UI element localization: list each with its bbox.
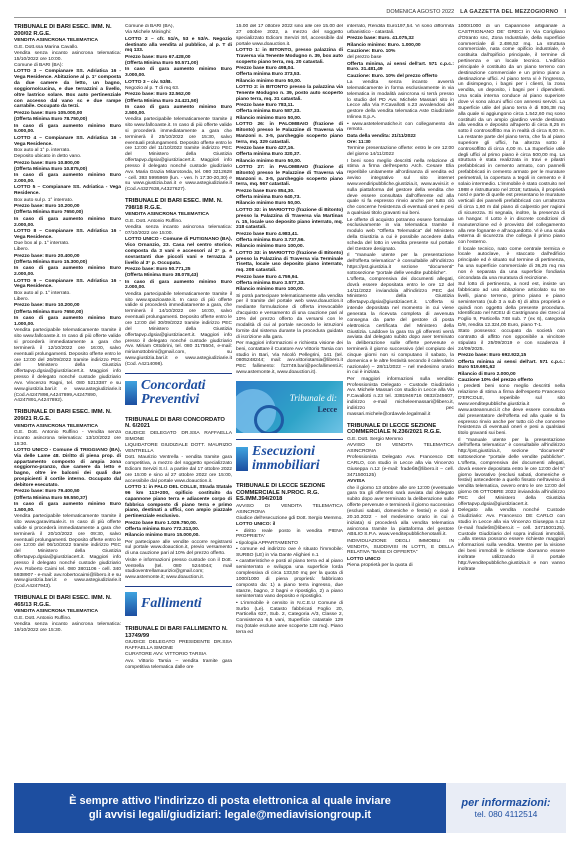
notice-paragraph: Via Michele Mininghi:	[125, 30, 172, 36]
notice-paragraph: Rilancio minimo Euro 100,00.	[236, 287, 304, 293]
notice-title: TRIBUNALE DI BARI ESEC. IMM. N. 209/21 R.G.E.	[14, 409, 112, 422]
notice-paragraph: G.E. Dott. Sergio Memmo	[347, 436, 403, 442]
notice-paragraph: 1000/1000 di un Capannone artigianale a CASTRIGNANO DE' GRECI in Via Corigliano d'Otranto snc, Zona Industriale, della superficie commerciale di 2.486,52 mq. La struttura commerciale, nata come opificio industriale, è costituita dall'opificio principale, il termine di pertinenza e un locale tecnico. L'edificio principale è costituito da un piano terreno con destinazione commerciale e un primo piano a destinazione uffici. Al piano terra vi è l'ingresso, un disimpegno, i bagni per i clienti, la zona vendita, un deposito, i bagni per i dipendenti. Una scala interna conduce al piano superiore dove vi sono alcuni uffici con annessi servizi. La Superficie utile del piano terra è di 936,38 mq alla quale si aggiungono circa 1.542,60 mq sono costituiti da un ampio giardino verde destinato alla vendita e deposito all'aperto di circa 8,25 m sotto il controsoffitto ma in realtà di circa 8,00 m. La restante parte del piano terra, che fa al piano superiore gli uffici, ha altezza sotto il controsoffitto di circa 4,00 m. La Superficie utile degli uffici al primo piano è circa 500,00 mq. La struttura è stata realizzata in travi e pilastri prefabbricati in cemento armato, con pannelli prefabbricati in cemento armato per le murature perimetrali, la copertura a tegoli in cemento e il solaio intermedio. L'immobile è stato costruito nel 1988 e ristrutturato nel 2018; tuttavia, il proprietà nord e parte di quelle est presentano le murature verticali dei pannelli prefabbricati con un'altezza di circa 1,60 m dal piano di calpestio per ragioni di sicurezza. Si segnala, inoltre, la presenza di un hangar. Il Lotto è in discrete condizioni di manutenzione ed è provvisto del collegamento alla rete fognante e all'acquedotto. Vi è una scala esterna di sicurezza che collega il primo piano con l'esterno.	[458, 24, 565, 246]
notice-paragraph: Data della vendita: 21/11/2022	[347, 133, 416, 139]
notice-title: TRIBUNALE DI BARI CONCORDATO N. 6/2021	[125, 416, 225, 430]
notice-paragraph: Delegato alla vendita nonché Custode Giudiziario: Avv. Francesco DE CARLO con studio in Lecce alla via Vincenzo Giuseppa n.12 (e-mail fradeб8@libero.it – cell. 3471500125). Custode Giudiziario del sopra indicati immobili, ...alla stessa possono essere richieste maggiori informazioni sulla vendita. Mentre per la visione dei beni immobili le richieste dovranno essere inoltrate utilizzando il portale http://venditepubbliche.giustizia.it e non vanno inoltrate	[458, 508, 565, 572]
notice-paragraph: In caso di gara aumento minimo Euro 1.000,00.	[14, 316, 121, 327]
notice-paragraph: 15.00 del 17 ottobre 2022 sino alle ore 15.00 del 27 ottobre 2022, a mezzo del soggetto specializzato Edicom Servizi Srl, accessibile dal portale www.doauction.it.	[236, 24, 343, 47]
notice-paragraph: Libero.	[14, 297, 29, 303]
notice-paragraph: GIUDICE DELEGATO PRESIDENTE DR.SSA RAFFAELLA SIMONE	[125, 640, 232, 652]
notice-paragraph: LOTTO 8 – Compianare SS. Adriatica 16 - Vega Residence.	[14, 228, 121, 240]
footer-contact	[446, 783, 566, 833]
notice-paragraph: Box auto al p. 1° interrato.	[14, 290, 71, 296]
notice-paragraph: Prezzo base: Euro 105.000,00	[14, 110, 83, 116]
notice-paragraph: Prezzo base: Euro 50.771,25	[125, 266, 191, 272]
notice-paragraph: Stato possesso: occupato da società con contratto di affitto non opponibile a vincitore stipulato il 25/09/2019 e con scadenza il 24/09/2025.	[458, 329, 565, 352]
legal-notice	[14, 595, 121, 634]
tribunal-banner	[236, 381, 343, 433]
notice-paragraph: Ore: 11:30	[347, 140, 371, 146]
footer-phone[interactable]: tel. 080 4112514	[474, 809, 538, 819]
section-accent-bar	[125, 592, 137, 616]
notice-paragraph: Si potrà partecipare telematicamente alla vendita per il tramite del portale web www.doauction.it mediante formulazione di offerta irrevocabile d'acquisto e versamento di una cauzione pari al 10% del prezzo offerto da versarsi con le modalità di cui al portale secondo le istruzioni fornite dal sistema durante la procedura guidata di iscrizione alla gara.	[236, 293, 343, 340]
notice-paragraph: LOTTO 32: in MARIOTTO (frazione di Bitonto) presso la Palazzina di Traversa via Martinas n. 15, locale uso deposito piano interrato, mq. 218 catastali.	[236, 207, 343, 231]
notice-paragraph: Rilancio minimo Euro 50,00.	[236, 158, 302, 164]
notice-paragraph: (Offerta Minima Euro 7650,00)	[14, 309, 84, 315]
notice-paragraph: Professionista Delegato Avv. Francesco DE CARLO, con studio in Lecce alla via Vincenzo Giuseppa n.12 (e-mail: fradeб8@libero.it – cell. 3471500125)	[347, 455, 454, 478]
section-title-line-2: immobiliari	[252, 457, 320, 473]
notice-paragraph: Prezzo base: Euro 20.400,00	[14, 253, 80, 259]
section-title-line-2: Preventivi	[141, 391, 200, 407]
notice-paragraph: Deposito ubicato in detto vano.	[14, 154, 82, 160]
notice-paragraph: Per maggiori informazioni e richiesta visione dei beni, contattare il Curatore Avv Vittorio Tarsia con studio in Bari, Via Nicolò Pellegrini, 141 (tel. 0805248244; mail: avv.vittoriotarsia@libero.it PEC fallimento: f13749.bari@pecfallimenti.it; www.astemonte.it, www.doauction.it).	[236, 340, 343, 376]
notice-paragraph: Sul lotto di pertinenza, a nord est, insiste un fabbricato ad uso abitazione articolato su tre livelli, piano terreno, primo piano e piano seminterrato (sub 3 a sub 6) di altra proprietà e quindi non oggetto della presente procedura. Identificato nel NCEU di Castrignano dei Greci al Foglio 9, Particella 748 sub. 7 (ex 6), categoria D/8, rendita 12.324,00 Euro, piano T-1.	[458, 282, 565, 329]
notice-paragraph: Box auto al 1° p. interrato.	[14, 147, 71, 153]
notice-paragraph: Prezzo base: Euro 79.400,50	[14, 489, 80, 495]
notice-paragraph: In caso di gara aumento minimo Euro 2.500,00.	[125, 104, 232, 116]
notice-paragraph: LOTTO 9 – Compianare SS. Adriatica 16 - Vega Residence.	[14, 278, 121, 290]
notice-paragraph: Per maggiori informazioni sulla vendita: Professionista Delegato - Custode Giudiziario Avv. Michele Massari con studio in Lecce alla Via F.Cavallotti n.23 tel. 3381946716 0832/245607, indirizzo e-mail micheleemassari@libero.it, indirizzo pec massari.michele@ordavvle.legalmail.it	[347, 376, 454, 417]
notice-paragraph: G.E. Dott. Antonio Ruffino - Vendita senza incanto asincrona telematica: 13/10/2022 ore 15:30.	[14, 429, 121, 447]
notice-paragraph: La vendita senza incanto avverrà telematicamente in forma esclusivamente in via telematica in modalità asincrona si terrà presso lo studio del PD Avv. Michele Massari sito in Lecce alla Via F.Cavallotti n.23 avvalendosi del gestore della vendita telematica Aste Giudiziarie Inlinea S.p.A.	[347, 80, 454, 121]
notice-title: TRIBUNALE DI BARI ESEC. IMM. N. 798/18 R.G.E.	[125, 198, 223, 211]
notice-paragraph: Vendita partecipabile telematicamente tramite il sito www.fallcoaste.it. In caso di più offerte valide si procederà immediatamente a gara che terminerà il 12/10/2022 ore 16:00, salvo eventuali prolungamenti. Deposito offerte entro le ore 12:00 del 26/09/2022 tramite indirizzo PEC del Ministero della Giustizia offertapvp.dgsia@giustiziacert.it. Maggiori info presso il delegato nonché custode giudiziario Avv. Vincenzo Ragni, tel. 080 5213387 e su www.giustizia.bari.it e www.astegiudiziarie.it (Cod.A4247898,A4247899,A4247890, A4247891,A4247892).	[14, 328, 121, 404]
legal-notice	[347, 423, 454, 569]
notice-paragraph: Vendita senza incanto asincrona telematica: 19/10/2022 ore 15:30.	[14, 622, 121, 633]
notice-paragraph: Negozio al p. T di mq 63.	[125, 85, 180, 91]
header-publication: LA GAZZETTA DEL MEZZOGIORNO	[460, 8, 559, 15]
legal-notice	[125, 198, 232, 368]
column-2	[125, 24, 232, 771]
notice-paragraph: Prezzo base: Euro 67.428,00	[125, 54, 191, 60]
notice-title: TRIBUNALE DI LECCE SEZIONE COMMERCIALE N.PROC. R.G. ES.IMM.394/2018	[236, 482, 326, 503]
notice-paragraph: AVVISO DI VENDITA TELEMATICA ASINCRONA	[347, 443, 454, 455]
notice-columns	[14, 24, 566, 771]
notice-paragraph: In caso di gara aumento minimo Euro 1.500,00.	[14, 501, 121, 513]
notice-paragraph: Offerta minima Euro 373,53.	[236, 72, 301, 78]
legal-notice	[347, 24, 454, 418]
notice-paragraph: LOTTO 5 – Compianare SS. Adriatica - Vega Residence.	[14, 185, 121, 197]
notice-paragraph: Vendita partecipabile telematicamente tramite il sito www.fallcoaste.it. In caso di più offerte valide si procederà immediatamente a gara che terminerà il 25/10/2022 ore 15:30, salvo eventuali prolungamenti. Deposito offerte entro le ore 12:00 del 11/10/2022 tramite indirizzo PEC del Ministero della Giustizia offertapvp.dgsia@giustiziacert.it. Maggiori info presso il delegato nonché custode giudiziario Avv. Maria Grazia Mitarotonda, tel. 080 3212628 - cell. 393 5995969 (lun. - ven. h 17:30-20,30) e su www.giustizia.bari.it e www.astegiudiziarie.it (Cod.A4327638,A4327627).	[125, 117, 232, 193]
footer-banner	[14, 783, 566, 833]
legal-notice	[14, 24, 121, 404]
notice-paragraph: • comune ed indirizzo ove è situato l'immobile: SURBO (LE) in Via Dante Alighieri n.1	[236, 547, 343, 558]
notice-paragraph: Prezzo base Euro 4.983,41.	[236, 231, 299, 237]
notice-paragraph: Rilancio minimo: Euro. 1.000,00	[347, 42, 421, 48]
notice-paragraph: In caso di gara aumento minimo Euro 2.000,00.	[14, 266, 121, 278]
notice-paragraph: LOTTO 27: in PALOMBAIO (frazione di Bitonto) presso le Palazzine di Traversa via Manzoni n. 3-5, parcheggio scoperto piano terra, mq. 567 catastali.	[236, 164, 343, 188]
notice-paragraph: Comune di BARI (BA),	[125, 24, 174, 29]
notice-paragraph: (Offerta Minima Euro 59.550,37)	[14, 495, 88, 501]
notice-paragraph: Prezzo base: Euro. 41.075,32	[347, 36, 414, 42]
column-4	[347, 24, 454, 771]
notice-paragraph: Prezzo base Euro 4.759,94.	[236, 274, 299, 280]
notice-paragraph: LOTTO 3 – Compianare SS. Adriatica 16 - Vega Residence. Abitazione al p. 1° composta da due camere da letto, un bagno, soggiorno/cucina, e due terrazzini a livello, oltre lastrico solare. Box auto pertinenziale con accesso dal vano sc e due rampe carrabile. Occupato da terzi.	[14, 69, 121, 110]
notice-paragraph: Per partecipare alle vendite occorre registrarsi sul portale www.doauction.it, previo versamento di una cauzione pari al 10% del prezzo offerto.	[125, 539, 232, 557]
notice-paragraph: LOTTO UNICO - Comune di PUTIGNANO (BA), Vico Ornanzio, 23. Casa nel centro storico, composta da 3 vani e accessori al 2° p. e sovrastanti due piccoli vani e terrazza a livello al 3° p. Occupata.	[125, 237, 232, 266]
notice-paragraph: • tipologia APPARTAMENTO	[236, 540, 298, 546]
notice-paragraph: Rilancio minimo Euro 50,00.	[236, 78, 302, 84]
notice-paragraph: Rilancio minimo Euro 15.000,00.	[125, 533, 200, 539]
column-1	[14, 24, 121, 771]
legal-notice	[125, 24, 232, 193]
notice-paragraph: Offerta minima Euro 587,33.	[236, 109, 301, 115]
notice-paragraph: LOTTO 1: in BITONTO, presso palazzina di Traversa via Tenente Modugno n. 39, box auto scoperto piano terra, mq. 20 catastali.	[236, 47, 343, 65]
section-title	[141, 597, 202, 611]
footer-line-2[interactable]: gli avvisi legali/giudiziari: legale@mediavisiongroup.it	[88, 809, 372, 821]
notice-paragraph: Prezzo base: Euro 32.562,00	[125, 92, 191, 98]
notice-paragraph: Prezzo base: Euro 10.200,00	[14, 203, 80, 209]
notice-paragraph: Prezzo base Euro 498,04.	[236, 65, 295, 71]
notice-paragraph: LOTTO UNICO: il	[236, 522, 276, 528]
notice-paragraph: Il "manuale utente per la presentazione dell'offerta telematica" è consultabile all'indirizzo http://pst.giustizia.it, sezione "documenti" sottosezione "portale delle vendite pubbliche". L'offerta, comprensiva dei documenti allegati, dovrà essere depositata entro le ore 12:00 del 5° giorno lavorativo (esclusi sabati, domeniche e festivi) antecedente a quello fissato nell'avviso di vendita telematica, ovvero entro le ore 12:00 del giorno 06 OTTOBRE 2022 inviandola all'indirizzo PEC del Ministero della Giustizia offertapvp.dgsia@giustiziacert.it.	[458, 437, 565, 507]
notice-paragraph: Libero.	[14, 247, 29, 253]
notice-paragraph: VENDITA ASINCRONA TELEMATICA	[125, 212, 210, 218]
notice-paragraph: CURATORE AVV. VITTORIO TARSIA	[125, 652, 207, 658]
notice-paragraph: Rilancio minimo Euro 100,00.	[236, 244, 304, 250]
notice-paragraph: LOTTO 2 – cfr. 51/A, 53 e 53/A. Negozio destinato alla vendita al pubblico, al p. T di mq 133.	[125, 36, 232, 54]
notice-paragraph: In caso di gara aumento minimo Euro 2.000,00.	[14, 173, 121, 185]
legal-notice	[125, 417, 232, 581]
notice-paragraph: VENDITA ASINCRONA TELEMATICA	[14, 609, 99, 615]
notice-paragraph: I beni sono meglio descritti nella relazione di stima a firma dell'esperto Arch. Cesare Elia reperibile unitamente all'ordinanza di vendita ed avviso integrativo sul sito internet www.vendiripubbliche.giustizia.it, www.avvisi.it e sulla piattaforma del gestore della vendita che deve essere consultata dall'offerente ed alla quale si fa espresso rinvio anche per tutto ciò che concerne l'esistenza di eventuali oneri e pesi a qualsiasi titolo gravanti sui beni.	[347, 158, 454, 217]
notice-paragraph: LOTTO 2: in BITONTO presso la palazzina via Tenente Modugno n. 39, posto auto scoperto piano terra, mq. 31 catastali.	[236, 84, 343, 102]
notice-paragraph: Rilancio minimo Euro 50,00.	[236, 201, 302, 207]
notice-paragraph: Giudice dell'esecuzione gdi Dott. Sergio Memmo.	[236, 515, 343, 521]
notice-paragraph: Offerta minima Euro 320,37.	[236, 152, 301, 158]
notice-paragraph: Avv. Vittorio Tarsia – vendita tramite gara competitiva telematica dalle ore	[125, 658, 232, 670]
notice-paragraph: interrato, Rendita Euro197,54. Vi sono difformità urbanistico - catastali.	[347, 24, 454, 35]
notice-paragraph: VENDITA ASINCRONA TELEMATICA	[14, 38, 99, 44]
notice-paragraph: Il "manuale utente per la presentazione dell'offerta telematica" è consultabile all'indirizzo https://pst.giustizia.it sezione "documenti" sottosezione "portale delle vendite pubbliche".	[347, 253, 454, 276]
notice-paragraph: Due box al p. 1° interrato.	[14, 241, 70, 247]
section-accent-bar	[236, 447, 248, 471]
notice-paragraph: Offerta minima Euro 640,73.	[236, 195, 301, 201]
section-heading	[236, 439, 343, 477]
notice-paragraph: • L'immobile è censito in N.C.E.U Comune di Surbo (Le). Catasto fabbricati Foglio 20, Particella 627, Sub. 2, Categoria A/3, Classe 2, Consistenza 6,5 vani, Superficie catastale 129 mq (totale escluse aree scoperte 128 mq). Piano terra ed	[236, 600, 343, 635]
notice-paragraph: Prezzo base Euro 427,16.	[236, 145, 295, 151]
notice-paragraph: LOTTO 1: in PALO DEL COLLE, Strada Statale 96 km 113+200, opificio costituito da capannone piano terra e adiacente corpo di fabbrica composto di piano terra e primo piano, destinati a uffici, con ampio piazzale pertinenziale esclusivo.	[125, 485, 232, 520]
notice-paragraph: Il locale tecnico, nato come centrale termica e locale autoclave, è staccato dall'edificio principale ed è situato sul termine di pertinenza, ha una superficie commerciale di 36,25 mq ma non è separata da una superficie fondiaria circondata da una muratura di recinzione.	[458, 246, 565, 281]
notice-title: TRIBUNALE DI BARI FALLIMENTO N. 13749/99	[125, 626, 228, 639]
notice-paragraph: Cauzione: Euro. 10%	[347, 48, 396, 54]
notice-paragraph: In caso di gara aumento minimo Euro 2.000,00.	[14, 216, 121, 228]
notice-paragraph: LOTTO 33: in MARIOTTO (frazione di Bitonto) presso la Palazzina di Traversa via Terminale Tisetta, locale uso deposito piano interrato, mq. 208 catastali.	[236, 250, 343, 274]
section-title	[252, 445, 320, 473]
notice-paragraph: Le offerte di acquisto potranno essere formulate esclusivamente in via telematica tramite il modulo web "Offerta Telematica" del Ministero della Giustizia a cui è possibile accedere dalla scheda del lotto in vendita presente sul portale del Gestore designato.	[347, 217, 454, 252]
notice-paragraph: • diritto reale posto in vendita PIENA PROPRIETA'	[236, 528, 343, 540]
section-title-line-1: Concordati	[141, 377, 206, 393]
header-date: DOMENICA AGOSTO 2022	[386, 8, 455, 15]
notice-paragraph: Termine presentazione offerte: entro le ore 12:00 del giorno 14/11/2022	[347, 146, 454, 158]
notice-paragraph: Comune di BARI (BA):	[14, 63, 63, 69]
notice-paragraph: (Offerta Minima Euro 38.078,43)	[125, 273, 199, 279]
notice-paragraph: G.E. Dott. Antonio Ruffino.	[14, 615, 72, 621]
notice-paragraph: del prezzo base	[347, 55, 382, 61]
notice-paragraph: Cauzione 10% del prezzo offerto	[458, 378, 534, 384]
notice-paragraph: Rilancio di Euro 2.000,00	[458, 371, 516, 377]
column-5	[458, 24, 565, 771]
banner-city: Lecce	[317, 404, 337, 414]
notice-paragraph: (Offerta Minima Euro 10.875,00)	[14, 166, 88, 172]
legal-notice	[236, 483, 343, 636]
section-accent-bar	[125, 381, 137, 405]
notice-paragraph: LIQUIDATORE GIUDIZIALE DOTT. MAURIZIO VENTRELLA	[125, 443, 232, 454]
notice-paragraph: Cauzione: Euro. 10% del prezzo offerto	[347, 73, 438, 79]
section-title-line-1: Fallimenti	[141, 596, 202, 612]
notice-paragraph: Dott. Maurizio Ventrella - vendita tramite gara competitiva, a mezzo del soggetto specializzato Edicom Servizi S.r.l. a partire dal 17 ottobre 2022 ore 15:00 e sino al 27 ottobre 2022 ore 15:00, accessibile dal portale www.doauction.it.	[125, 455, 232, 484]
notice-paragraph: LOTTO 26: in PALOMBAIO (frazione di Bitonto) presso le Palazzine di Traversa via Manzoni n. 3-5, parcheggio scoperto piano terra, mq. 329 catastali.	[236, 122, 343, 145]
notice-paragraph: (Offerta Minima Euro 50.571,00)	[125, 61, 199, 67]
notice-paragraph: L'offerta, comprensiva dei documenti allegati, dovrà essere depositata entro le ore 12 del 14/11/2022 inviandola all'indirizzo PEC del Ministero della Giustizia offertapvp.dgsia@giustiziacert.it. L'offerta si intende depositata nel momento in cui viene generata la ricevuta completa di avvenuta consegna da parte del gestore di posta elettronica certificata del Ministero della Giustizia. Laddove la gara tra gli offerenti verrà avviata dal delegato subito dopo aver terminato la deliberazione sulle offerte pervenute e terminerà il giorno successivo (del compiuto dei cinque giorni non si computano il sabato, la domenica e le altre festività secondo il calendario nazionale) – 28/11/2022 – nel medesimo orario in cui è iniziata.	[347, 276, 454, 376]
notice-paragraph: AVVISO DI VENDITA TELEMATICA ASINCRONA	[236, 503, 343, 515]
notice-paragraph: Offerta minima Euro 3.737,56.	[236, 238, 305, 244]
notice-paragraph: • www.astetelematiche.it con collegamento da remoto.	[347, 121, 454, 133]
section-heading	[125, 586, 232, 620]
legal-notice	[236, 24, 343, 376]
notice-title: TRIBUNALE DI LECCE SEZIONE COMMERCIALE N.236/2021 R.G.E.	[347, 422, 442, 436]
notice-paragraph: Prezzo base Euro 1.029.750,00.	[125, 520, 198, 526]
legal-notice	[14, 409, 121, 590]
notice-paragraph: (Offerta Minima Euro 24.421,50)	[125, 98, 199, 104]
notice-paragraph: Offerta minima Euro 772.313,00.	[125, 526, 200, 532]
notice-paragraph: In caso di gara aumento minimo Euro 3.000,00.	[125, 67, 232, 79]
notice-paragraph: G.E. Dott. Antonio Ruffino.	[125, 218, 183, 224]
notice-title: TRIBUNALE DI BARI ESEC. IMM. N. 465/13 R.G.E.	[14, 595, 112, 608]
notice-paragraph: VENDITA ASINCRONA TELEMATICA	[14, 423, 99, 429]
notice-paragraph: Vendita partecipabile telematicamente tramite il sito www.garavirtuale.it. In caso di più offerte valide si procederà immediatamente a gara che terminerà il 20/10/2022 ore 09:30, salvo eventuali prolungamenti. Deposito offerte entro le ore 12:00 del 06/10/2022 tramite indirizzo PEC del Ministero della Giustizia offertapvp.dgsia@giustiziacert.it. Maggiori info presso il delegato nonché custode giudiziario Avv. Roberto Caimi tel. 080 3801106 - cell. 340 5938907 - e-mail: avv.robertocaimi@libero.it e su www.giustizia.bari.it e www.astegiudiziarie.it (Cod.A4247943).	[14, 514, 121, 590]
notice-paragraph: INDIVIDUAZIONE DEGLI IMMOBILI IN VENDITA, SUDDIVISI IN LOTTI, E DELLA RELATIVA "BASE DI OFFERTA"	[347, 538, 454, 556]
notice-paragraph: In caso di gara aumento minimo Euro 2.000,00.	[125, 279, 232, 291]
notice-paragraph: AVVISA	[347, 479, 365, 485]
notice-paragraph: Box auto sul p. 1° interrato.	[14, 197, 74, 203]
notice-paragraph: Prezzo base Euro 854,30.	[236, 188, 295, 194]
legal-notice	[458, 24, 565, 572]
notice-paragraph: Rilancio minimo Euro 50,00.	[236, 115, 302, 121]
notice-paragraph: Prezzo base Euro 783,11.	[236, 102, 295, 108]
notice-paragraph: GIUDICE DELEGATO DR.SSA RAFFAELLA SIMONE	[125, 430, 232, 442]
section-heading	[125, 373, 232, 411]
notice-paragraph: (Offerta Minima Euro 78.750,00)	[14, 117, 88, 123]
notice-paragraph: In caso di gara aumento minimo Euro 5.000,00.	[14, 123, 121, 135]
notice-paragraph: Vendita senza incanto asincrona telematica: 07/10/2022 ore 15:00.	[125, 225, 232, 236]
page-header	[14, 6, 566, 18]
footer-line-1: È sempre attivo l'indirizzo di posta elettronica al quale inviare	[69, 795, 391, 807]
notice-paragraph: Offerta minima Euro 3.577,33.	[236, 280, 305, 286]
notice-paragraph: (Offerta Minima Euro 7650,00)	[14, 210, 84, 216]
notice-paragraph: LOTTO UNICO	[347, 556, 381, 562]
section-title	[141, 379, 206, 407]
section-title-line-1: Esecuzioni	[252, 443, 316, 459]
legal-notice	[125, 626, 232, 670]
footer-info-label: per informazioni:	[461, 797, 551, 809]
notice-paragraph: G.E. Dott.ssa Marina Cavallo.	[14, 44, 79, 50]
notice-paragraph: LOTTO 4 – Compianare SS. Adriatica 16 - Vega Residence.	[14, 135, 121, 147]
column-3	[236, 24, 343, 771]
notice-paragraph: che il giorno 13 ottobre alle ore 12:00 (eventuale gara tra gli offerenti sarà avviata dal delegato subito dopo aver terminato la deliberazione sulle offerte pervenute e terminerà il giorno successivo (esclusi sabati, domeniche e festivi) e cioè il 20.10.2022 - nel medesimo orario in cui è iniziata) si procederà alla vendita telematica asincrona tramite la piattaforma del gestore ABILIO S.P.A. www.venditepubblichenotarili.it.	[347, 485, 454, 538]
notice-paragraph: Piena proprietà per la quota di	[347, 563, 413, 569]
notice-paragraph: Prezzo base: Euro 10.800,00	[14, 160, 80, 166]
notice-paragraph: • caratteristiche e posti al piano terra ed al piano seminterrato e sviluppa una superficie lorda complessiva di circa 133,50 mq per la quota di 1000/1000 di piena proprietà: fabbricato composto da: 1) a piano terra ingresso, due stanze, bagno, 2 bagni e ripostiglio, 2) a piano seminterrato vano deposito e ripostiglio.	[236, 559, 343, 600]
notice-paragraph: Offerta minima, ai sensi dell'art. 571 c.p.c.: Euro. 31.481,49	[347, 61, 454, 73]
banner-label: Tribunale di:	[289, 392, 337, 403]
notice-paragraph: Vendita partecipabile telematicamente tramite il sito www.spazioaste.it. In caso di più offerte valide si procederà immediatamente a gara, che terminerà il 14/10/2022 ore 16:00, salvo eventuali prolungamenti. Deposito offerte entro le ore 12:00 del 30/09/2022 tramite indirizzo PEC del Ministero della Giustizia offertapvp.dgsia@giustiziacert.it. Maggiori info presso il delegato nonché custode giudiziario Avv. Miriam Ottobrini, tel. 080 3175504, e-mail: miriamottobrini@gmail.com, su www.giustizia.bari.it e www.astegiudiziarie.it (Cod. A4214098).	[125, 291, 232, 367]
notice-paragraph: LOTTO 3 – civ. 53/B.	[125, 79, 172, 85]
header-page-number: I	[564, 8, 566, 15]
notice-paragraph: (Offerta Minima Euro 15.300,00)	[14, 260, 88, 266]
notice-paragraph: LOTTO UNICO - Comune di TRIGGIANO (BA), Via delle Lame 48. Diritto di piena prop. di appartamento composto di ampia zona soggiorno-pranzo, due camere da letto e bagno, oltre ire balconi dei quali due prospicienti il cortile interno. Occupato dal debitore esecutato.	[14, 447, 121, 488]
notice-title: TRIBUNALE DI BARI ESEC. IMM. N. 200/02 R.G.E.	[14, 24, 112, 37]
footer-message	[14, 794, 446, 822]
notice-paragraph: Prezzo base: Euro 10.200,00	[14, 303, 80, 309]
banner-ring-icon	[254, 405, 284, 433]
notice-paragraph: Prezzo base: Euro 692.922,15	[458, 353, 527, 359]
notice-paragraph: Visite e informazioni presso custode con il Dott. Ventrella (tel. 080 5244044; mail studioventrellamaurizio@gmail.com; www.astemonte.it; www.doauction.it.	[125, 557, 232, 581]
notice-paragraph: Offerta minima ai sensi dell'art. 571 c.p.c.: Euro 519.691,62	[458, 359, 565, 371]
notice-paragraph: I predetti beni sono meglio descritti nella relazione di stima a firma dell'esperto Francesco D'ERCOLE, reperibile sul sito www.venditepubbliche.giustizia.it e www.asteannunci.it che deve essere consultata dal presentatore dell'offerta ed alla quale si fa espresso rinvio anche per tutto ciò che concerne l'esistenza di eventuali oneri e pesi a qualsiasi titolo gravanti sui beni.	[458, 384, 565, 437]
notice-paragraph: Vendita senza incanto asincrona telematica: 15/10/2022 ore 10:00.	[14, 50, 121, 62]
